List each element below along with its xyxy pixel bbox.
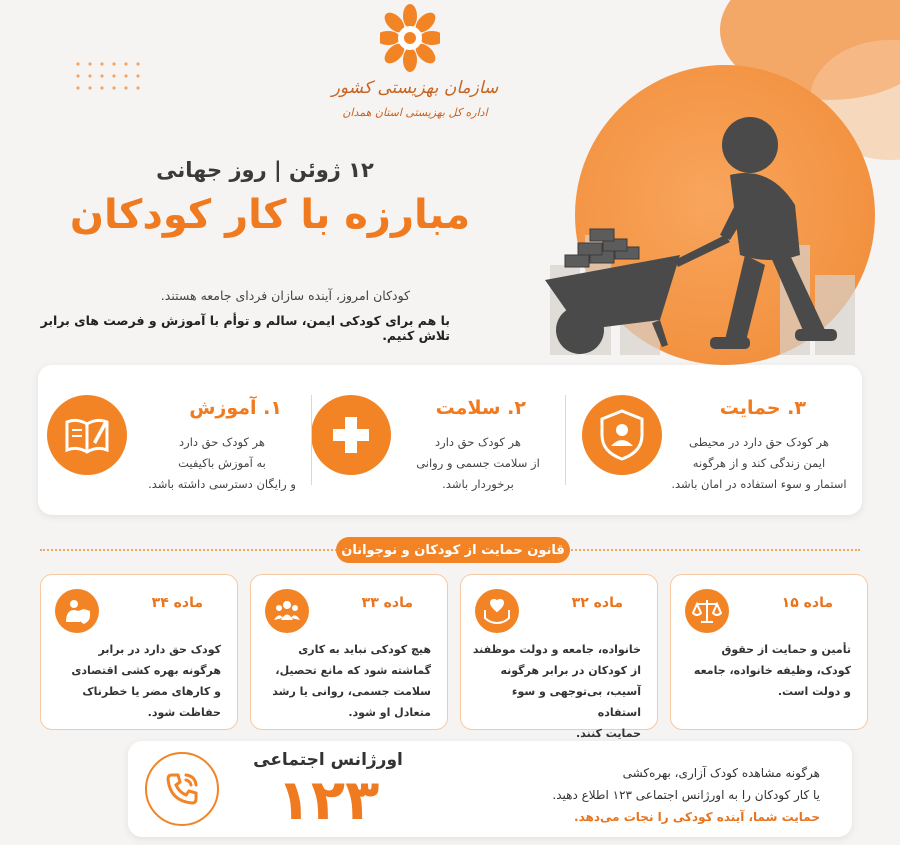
article-title: ماده ۳۴ xyxy=(151,595,203,611)
emergency-line-3: حمایت شما، آینده کودکی را نجات می‌دهد. xyxy=(574,810,820,824)
intro-line-1: کودکان امروز، آینده سازان فردای جامعه هستند. xyxy=(160,288,410,303)
right-title: ۲. سلامت xyxy=(435,397,526,419)
page-title: مبارزه با کار کودکان xyxy=(69,192,471,238)
article-text: کودک حق دارد در برابر هرگونه بهره کشی اقتصادی و کارهای مضر یا خطرناک حفاظت شود. xyxy=(71,643,221,719)
intro-line-2: با هم برای کودکی ایمن، سالم و توأم با آموزش و فرصت های برابر تلاش کنیم. xyxy=(40,313,450,343)
group-icon xyxy=(265,589,309,633)
law-label: قانون حمایت از کودکان و نوجوانان xyxy=(336,537,570,563)
article-title: ماده ۳۳ xyxy=(361,595,413,611)
date-line: ۱۲ ژوئن | روز جهانی xyxy=(156,158,374,182)
article-title: ماده ۳۲ xyxy=(571,595,623,611)
emergency-number: ۱۲۳ xyxy=(276,768,380,833)
article-card-33 xyxy=(250,574,448,730)
right-text: هر کودک حق دارد از سلامت جسمی و روانی برخوردار باشد. xyxy=(416,435,540,491)
scales-icon xyxy=(685,589,729,633)
article-title: ماده ۱۵ xyxy=(781,595,833,611)
article-text: هیچ کودکی نباید به کاری گماشته شود که مانع تحصیل، سلامت جسمی، روانی یا رشد متعادل او شود. xyxy=(272,643,431,719)
article-text: خانواده، جامعه و دولت موظفند از کودکان در برابر هرگونه آسیب، بی‌توجهی و سوء استفاده حمایت کنند. xyxy=(472,643,641,740)
hands-heart-icon xyxy=(475,589,519,633)
phone-icon xyxy=(145,752,219,826)
right-protection xyxy=(588,365,862,515)
shield-person-icon xyxy=(582,395,662,475)
right-text: هر کودک حق دارد در محیطی ایمن زندگی کند و از هرگونه استمار و سوء استفاده در امان باشد. xyxy=(671,435,847,491)
emergency-title: اورژانس اجتماعی xyxy=(253,750,403,770)
child-wheelbarrow-illustration xyxy=(540,105,840,360)
organization-name: سازمان بهزیستی کشور xyxy=(331,78,499,98)
book-icon xyxy=(47,395,127,475)
medical-cross-icon xyxy=(311,395,391,475)
organization-logo-icon xyxy=(380,0,440,80)
organization-sub: اداره کل بهزیستی استان همدان xyxy=(342,106,488,119)
article-text: تأمین و حمایت از حقوق کودک، وظیفه خانواده، جامعه و دولت است. xyxy=(693,643,851,698)
article-card-34 xyxy=(40,574,238,730)
decorative-dots xyxy=(72,58,142,94)
rights-panel xyxy=(38,365,862,515)
right-title: ۳. حمایت xyxy=(719,397,806,419)
article-card-32 xyxy=(460,574,658,740)
right-health xyxy=(292,365,566,515)
emergency-line-1: هرگونه مشاهده کودک آزاری، بهره‌کشی xyxy=(622,766,820,780)
right-title: ۱. آموزش xyxy=(189,397,282,419)
article-card-15 xyxy=(670,574,868,730)
child-shield-icon xyxy=(55,589,99,633)
emergency-line-2: یا کار کودکان را به اورژانس اجتماعی ۱۲۳ اطلاع دهید. xyxy=(552,788,820,802)
right-text: هر کودک حق دارد به آموزش باکیفیت و رایگان دسترسی داشته باشد. xyxy=(148,435,296,491)
right-education xyxy=(38,365,312,515)
